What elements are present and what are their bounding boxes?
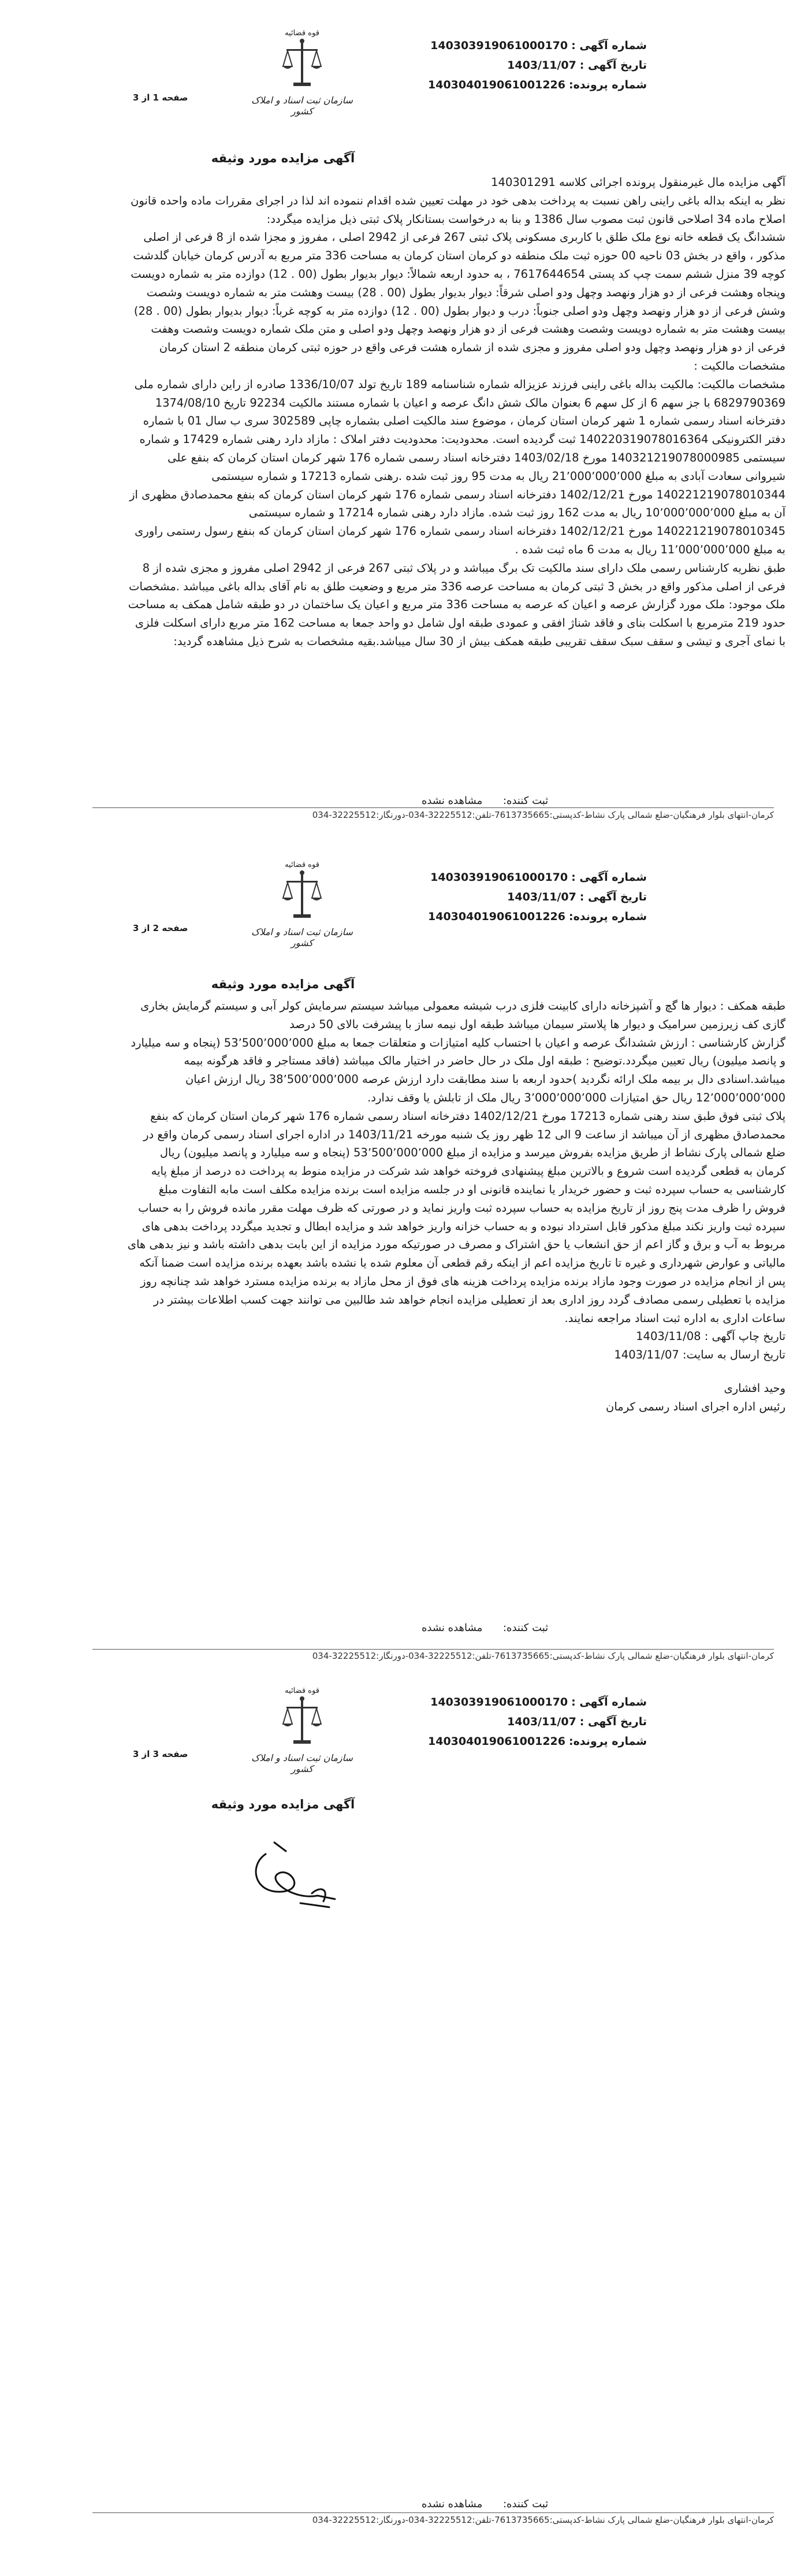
print-date-label: تاریخ چاپ آگهی : [704,1330,785,1343]
footer-address: کرمان-انتهای بلوار فرهنگیان-ضلع شمالی پارک نشاط-کدپستی:7613735665-تلفن:32225512-034-دورنگار:32225512-034 [312,810,774,820]
ad-date-label: تاریخ آگهی : [579,59,647,72]
send-date: 1403/11/07 [614,1348,679,1362]
paragraph: آگهی مزایده مال غیرمنقول پرونده اجرائی کلاسه 140301291 [491,176,785,189]
emblem-caption: قوه قضائیه [285,1687,319,1695]
emblem-caption: قوه قضائیه [285,29,319,38]
registrar-label: ثبت کننده: [502,795,549,807]
send-date-label: تاریخ ارسال به سایت: [683,1348,785,1362]
notice-meta [416,1692,647,1751]
page-number: صفحه 2 از 3 [133,923,188,933]
org-name: سازمان ثبت اسناد و املاک کشور [251,95,353,117]
notice-body [127,173,785,651]
page-number: صفحه 1 از 3 [133,92,188,103]
scales-of-justice-icon [282,38,322,92]
signature-icon [243,1831,347,1918]
footer-address: کرمان-انتهای بلوار فرهنگیان-ضلع شمالی پارک نشاط-کدپستی:7613735665-تلفن:32225512-034-دورنگار:32225512-034 [312,2515,774,2525]
paragraph: طبق نظریه کارشناس رسمی ملک دارای سند مالکیت تک برگ میباشد و در پلاک ثبتی 267 فرعی از 2942 اصلی مفروز و مجزی شده از 8 فرعی از اصلی مذکور واقع در بخش 3 ثبتی کرمان به مساحت عرصه 336 متر مربع و وضعیت طلق به نام آقای بداله باغی میباشد .مشخصات ملک موجود: ملک مورد گزارش عرصه و اعیان که عرصه به مساحت 336 متر مربع و اعیان یک ساختمان در دو طبقه شامل همکف به مساحت حدود 219 مترمربع با اسکلت بنای و فاقد شناژ افقی و عمودی طبقه اول شامل دو واحد جمعا به مساحت 162 متر مربع دارای اسکلت فلزی با نمای آجری و تیشی و سقف سبک سقف تقریبی طبقه همکف بیش از 30 سال میباشد.بقیه مشخصات به شرح ذیل مشاهده گردید: [128,561,785,648]
registrar-line [404,2498,548,2510]
case-number: 140304019061001226 [428,910,565,923]
judiciary-emblem [241,29,363,117]
case-number-label: شماره پرونده: [568,1735,647,1748]
org-name: سازمان ثبت اسناد و املاک کشور [251,1752,353,1774]
ad-number-label: شماره آگهی : [571,871,647,884]
emblem-caption: قوه قضائیه [285,861,319,869]
footer-address: کرمان-انتهای بلوار فرهنگیان-ضلع شمالی پارک نشاط-کدپستی:7613735665-تلفن:32225512-034-دورنگار:32225512-034 [312,1651,774,1661]
paragraph: مشخصات مالکیت: مالکیت بداله باغی راینی فرزند عزیزاله شماره شناسنامه 189 تاریخ تولد 1336/10/07 صادره از راین دارای شماره ملی 6829790369 با جز سهم 6 از کل سهم 6 بعنوان مالک شش دانگ عرصه و اعیان با شماره مستند مالکیت 92234 تاریخ 1374/08/10 دفترخانه اسناد رسمی شماره 1 شهر کرمان استان کرمان ، موضوع سند مالکیت اصلی بشماره چاپی 302589 سری ب سال 01 با شماره دفتر الکترونیکی 140220319078016364 ثبت گردیده است. محدودیت: محدودیت دفتر املاک : مازاد دارد رهنی شماره 17429 و شماره سیستمی 140321219078000985 مورخ 1403/02/18 دفترخانه اسناد رسمی شماره 176 شهر کرمان استان کرمان که بنفع علی شیروانی سعادت آبادی به مبلغ 21٬000٬000٬000 ریال به مدت 95 روز ثبت شده .رهنی شماره 17213 و شماره سیستمی 140221219078010344 مورخ 1402/12/21 دفترخانه اسناد رسمی شماره 176 شهر کرمان استان کرمان که بنفع محمدصادق مظهری از آن به مبلغ 10٬000٬000٬000 ریال به مدت 162 روز ثبت شده. مازاد دارد رهنی شماره 17214 و شماره سیستمی 140221219078010345 مورخ 1402/12/21 دفترخانه اسناد رسمی شماره 176 شهر کرمان استان کرمان که بنفع رسول رستمی راوری به مبلغ 11٬000٬000٬000 ریال به مدت 6 ماه ثبت شده . [129,377,785,556]
registrar-line [404,795,548,807]
footer-divider [92,807,774,808]
ad-number-label: شماره آگهی : [571,39,647,52]
print-date-line [127,1327,785,1346]
org-name: سازمان ثبت اسناد و املاک کشور [251,926,353,948]
registrar-line [404,1622,548,1634]
notice-meta [416,36,647,95]
notice-title: آگهی مزایده مورد وثیقه [211,977,355,991]
notice-title: آگهی مزایده مورد وثیقه [211,1797,355,1811]
paragraph: گزارش کارشناسی : ارزش ششدانگ عرصه و اعیان با احتساب کلیه امتیازات و متعلقات جمعا به مبلغ 53٬500٬000٬000 (پنجاه و سه میلیارد و پانصد میلیون) ریال تعیین میگردد.توضیح : طبقه اول ملک در حال حاضر در اختیار مالک میباشد (فاقد مستاجر و فاقد هرگونه بیمه میباشد.اسنادی دال بر بیمه ملک ارائه نگردید )حدود اربعه با سند مطابقت دارد ارزش عرصه 38٬500٬000٬000 ریال ارزش اعیان 12٬000٬000٬000 ریال حق امتیازات 3٬000٬000٬000 ریال ملک از تابلش یا وقف ندارد. [131,1036,785,1104]
ad-number: 140303919061000170 [430,39,568,52]
ad-number-label: شماره آگهی : [571,1696,647,1708]
page-header [0,1663,808,1808]
page-header [0,0,808,144]
scales-of-justice-icon [282,869,322,924]
judiciary-emblem [241,1687,363,1774]
document-page-1 [0,0,808,826]
notice-body [127,997,785,1416]
scales-of-justice-icon [282,1695,322,1750]
registrar-label: ثبت کننده: [502,1622,549,1634]
ad-number: 140303919061000170 [430,1696,568,1708]
page-header [0,826,808,970]
notice-meta [416,868,647,926]
document-page-3 [0,1663,808,2576]
ad-date: 1403/11/07 [507,59,576,72]
signer-title: رئیس اداره اجرای اسناد رسمی کرمان [606,1399,785,1413]
paragraph: نظر به اینکه بداله باغی راینی راهن نسبت به پرداخت بدهی خود در مهلت تعیین شده اقدام ننموده اند لذا در اجرای مقررات ماده واحده قانون اصلاح ماده 34 اصلاحی قانون ثبت مصوب سال 1386 و بنا به درخواست بستانکار پلاک ثبتی ذیل مزایده میگردد: [131,193,785,226]
case-number: 140304019061001226 [428,1735,565,1748]
case-number-label: شماره پرونده: [568,79,647,91]
paragraph: ششدانگ یک قطعه خانه نوع ملک طلق با کاربری مسکونی پلاک ثبتی 267 فرعی از 2942 اصلی ، مفروز و مجزا شده از 8 فرعی از اصلی مذکور ، واقع در بخش 03 ناحیه 00 حوزه ثبت ملک منطقه دو کرمان استان کرمان به مساحت 336 متر مربع به آدرس کرمان خیابان گلدشت کوچه 39 منزل ششم سمت چپ کد پستی 7617644654 ، به حدود اربعه شمالاً: دیوار بدیوار بطول (00 . 12) دوازده متر به شماره دویست وپنجاه وهشت فرعی از دو هزار ونهصد وچهل ودو اصلی شرقاً: دیوار بدیوار بطول (00 . 28) بیست وهشت متر به شماره دویست وشصت وشش فرعی از دو هزار ونهصد وچهل ودو اصلی جنوباً: درب و دیوار بطول (00 . 12) دوازده متر به کوچه غرباً: دیوار بدیوار بطول (00 . 28) بیست وهشت متر به شماره دویست وشصت وهشت فرعی از دو هزار ونهصد وچهل ودو اصلی و متن ملک شماره دویست وشصت وهفت فرعی از دو هزار ونهصد وچهل ودو اصلی مفروز و مجزی شده از شماره هشت فرعی واقع در حوزه ثبتی کرمان منطقه 2 استان کرمان [131,230,785,355]
page-number: صفحه 3 از 3 [133,1749,188,1759]
ad-number: 140303919061000170 [430,871,568,884]
paragraph: مشخصات مالکیت : [694,359,785,373]
footer-divider [92,1649,774,1650]
registrar-value: مشاهده نشده [422,795,483,807]
ad-date: 1403/11/07 [507,891,576,903]
paragraph: طبقه همکف : دیوار ها گچ و آشپزخانه دارای کابینت فلزی درب شیشه معمولی میباشد سیستم سرمایش کولر آبی و سیستم گرمایش بخاری گازی کف زیرزمین سرامیک و دیوار ها پلاستر سیمان میباشد طبقه اول نیمه ساز با پیشرفت بالای 50 درصد [140,999,785,1031]
ad-date-label: تاریخ آگهی : [579,1715,647,1728]
print-date: 1403/11/08 [636,1330,701,1343]
case-number: 140304019061001226 [428,79,565,91]
footer-divider [92,2512,774,2513]
judiciary-emblem [241,861,363,948]
ad-date-label: تاریخ آگهی : [579,891,647,903]
registrar-label: ثبت کننده: [502,2498,549,2510]
document-page-2 [0,826,808,1635]
registrar-value: مشاهده نشده [422,2498,483,2510]
send-date-line [127,1346,785,1364]
ad-date: 1403/11/07 [507,1715,576,1728]
registrar-value: مشاهده نشده [422,1622,483,1634]
paragraph: پلاک ثبتی فوق طبق سند رهنی شماره 17213 مورخ 1402/12/21 دفترخانه اسناد رسمی شماره 176 شهر کرمان استان کرمان که بنفع محمدصادق مظهری از آن میباشد از ساعت 9 الی 12 ظهر روز یک شنبه مورخه 1403/11/21 در اداره اجرای اسناد رسمی کرمان واقع در ضلع شمالی پارک نشاط از طریق مزایده بفروش میرسد و مزایده از مبلغ 53٬500٬000٬000 (پنجاه و سه میلیارد و پانصد میلیون) ریال کرمان به قطعی گردیده است شروع و بالاترین مبلغ پیشنهادی فروخته خواهد شد شرکت در مزایده منوط به پرداخت ده درصد از مبلغ پایه کارشناسی به حساب سپرده ثبت و حضور خریدار یا نماینده قانونی او در جلسه مزایده است برنده مزایده مکلف است مابه التفاوت مبلغ فروش را ظرف مدت پنج روز از تاریخ مزایده به حساب سپرده ثبت واریز نماید و در صورتی که ظرف مهلت مقرر مانده فروش را به حساب سپرده ثبت واریز نکند مبلغ مذکور قابل استرداد نبوده و به حساب خزانه واریز خواهد شد و مزایده ابطال و تجدید میگردد پرداخت بدهی های مربوط به آب و برق و گاز اعم از حق انشعاب یا حق اشتراک و مصرف در صورتیکه مورد مزایده از این بابت بدهی داشته باشد و نیز بدهی های مالیاتی و عوارض شهرداری و غیره تا تاریخ مزایده اعم از اینکه رقم قطعی آن معلوم شده یا نشده باشد بعهده برنده مزایده است ضمنا آنکه پس از انجام مزایده در صورت وجود مازاد برنده مزایده پرداخت هزینه های فوق از محل مازاد به برنده مزایده مسترد خواهد شد چنانچه روز مزایده با تعطیلی رسمی مصادف گردد روز اداری بعد از تعطیلی مزایده انجام خواهد شد طالبین می توانند جهت کسب اطلاعات بیشتر در ساعات اداری به اداره ثبت اسناد مراجعه نمایند. [127,1109,785,1325]
notice-title: آگهی مزایده مورد وثیقه [211,151,355,165]
case-number-label: شماره پرونده: [568,910,647,923]
signer-name: وحید افشاری [724,1381,785,1395]
